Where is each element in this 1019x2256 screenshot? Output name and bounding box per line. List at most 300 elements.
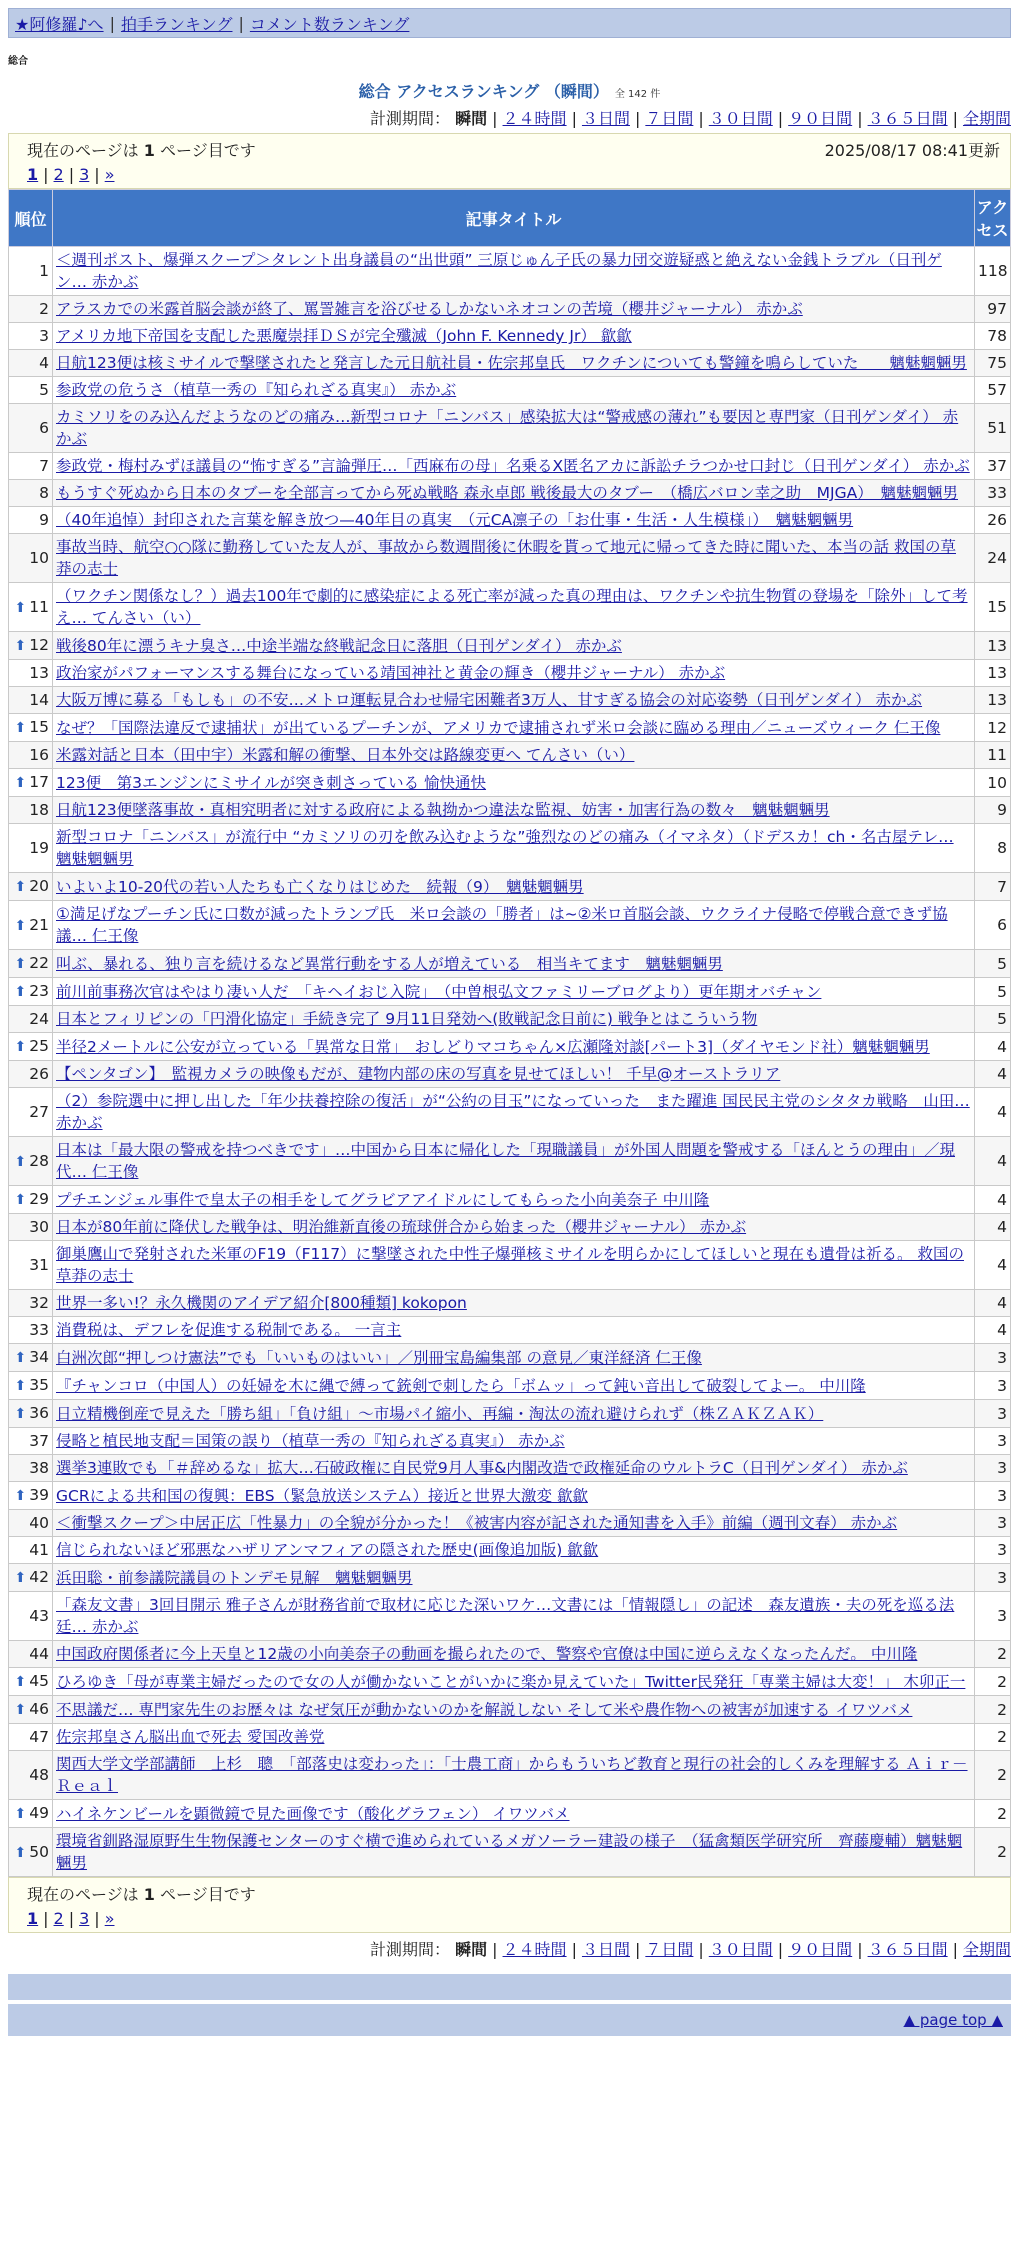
table-row	[9, 1214, 1011, 1241]
rank-number: 34	[29, 1348, 49, 1366]
title-cell	[53, 1344, 975, 1372]
rank-number: 33	[29, 1321, 49, 1339]
article-link[interactable]: ひろゆき「母が専業主婦だったので女の人が働かないことがいかに楽か見えていた」Twitter民発狂「専業主婦は大変！」 木卯正一	[56, 1672, 966, 1691]
rank-column-header: 順位	[9, 190, 53, 247]
table-row	[9, 1696, 1011, 1724]
divider: |	[571, 1940, 577, 1959]
article-link[interactable]: 米露対話と日本（田中宇）米露和解の衝撃、日本外交は路線変更へ てんさい（い）	[56, 746, 635, 764]
page-link[interactable]: »	[104, 165, 115, 184]
access-count: 26	[975, 507, 1011, 534]
access-count: 4	[975, 1033, 1011, 1061]
rank-number: 10	[29, 549, 49, 567]
title-cell	[53, 1724, 975, 1751]
rank-cell	[9, 1033, 53, 1061]
period-link[interactable]: ３日間	[581, 1940, 630, 1959]
article-link[interactable]: 日航123便は核ミサイルで撃墜されたと発言した元日航社員・佐宗邦皇氏 ワクチンについても警鐘を鳴らしていた 魑魅魍魎男	[56, 354, 967, 372]
access-count: 4	[975, 1317, 1011, 1344]
access-count: 3	[975, 1400, 1011, 1428]
comment-ranking-link[interactable]: コメント数ランキング	[249, 14, 410, 34]
article-link[interactable]: 叫ぶ、暴れる、独り言を続けるなど異常行動をする人が増えている 相当キてます 魑魅魍魎男	[56, 954, 723, 973]
article-link[interactable]: 浜田聡・前参議院議員のトンデモ見解 魑魅魍魎男	[56, 1568, 413, 1587]
article-link[interactable]: ＜週刊ポスト、爆弾スクープ＞タレント出身議員の“出世頭” 三原じゅん子氏の暴力団交遊疑惑と絶えない金銭トラブル（日刊ゲン… 赤かぶ	[56, 251, 942, 291]
access-count: 2	[975, 1800, 1011, 1828]
rank-cell	[9, 797, 53, 824]
footer-nav	[8, 2004, 1011, 2036]
rank-cell	[9, 583, 53, 632]
title-cell	[53, 1428, 975, 1455]
access-count: 8	[975, 824, 1011, 873]
rank-number: 24	[29, 1010, 49, 1028]
article-link[interactable]: 選挙3連敗でも「＃辞めるな」拡大…石破政権に自民党9月人事&内閣改造で政権延命のウルトラC（日刊ゲンダイ） 赤かぶ	[56, 1459, 908, 1477]
table-row	[9, 1800, 1011, 1828]
rank-cell	[9, 1800, 53, 1828]
access-count: 13	[975, 632, 1011, 660]
rank-cell	[9, 1455, 53, 1482]
article-link[interactable]: 前川前事務次官はやはり凄い人だ 「キヘイおじ入院」 （中曽根弘文ファミリーブログより）更年期オバチャン	[56, 982, 822, 1001]
rank-cell	[9, 404, 53, 453]
article-link[interactable]: 新型コロナ「ニンバス」が流行中 “カミソリの刃を飲み込むような”強烈なのどの痛み（イマネタ）（ドデスカ！ch・名古屋テレ… 魑魅魍魎男	[56, 828, 954, 868]
clap-ranking-link[interactable]: 拍手ランキング	[120, 14, 233, 34]
rank-number: 47	[29, 1728, 49, 1746]
article-link[interactable]: 白洲次郎“押しつけ憲法”でも「いいものはいい」／別冊宝島編集部 の意見／東洋経済 仁王像	[56, 1348, 702, 1367]
title-cell	[53, 824, 975, 873]
rank-cell	[9, 323, 53, 350]
access-count: 24	[975, 534, 1011, 583]
title-cell	[53, 660, 975, 687]
article-link[interactable]: 「森友文書」3回目開示 雅子さんが財務省前で取材に応じた深いワケ…文書には「情報隠し」の記述 森友遺族・夫の死を巡る法廷… 赤かぶ	[56, 1596, 955, 1636]
table-row	[9, 1668, 1011, 1696]
article-link[interactable]: 123便 第3エンジンにミサイルが突き刺さっている 愉快通快	[56, 773, 487, 792]
divider: |	[952, 1940, 958, 1959]
article-link[interactable]: プチエンジェル事件で皇太子の相手をしてグラビアアイドルにしてもらった小向美奈子 中川隆	[56, 1190, 710, 1209]
rank-number: 15	[29, 718, 49, 736]
rank-number: 1	[39, 262, 49, 280]
title-cell	[53, 507, 975, 534]
access-count: 37	[975, 453, 1011, 480]
article-link[interactable]: GCRによる共和国の復興：EBS（緊急放送システム）接近と世界大激変 歙歙	[56, 1486, 588, 1505]
page-info-top	[8, 133, 1011, 189]
rank-up-icon: ⬆	[14, 775, 27, 791]
article-link[interactable]: 中国政府関係者に今上天皇と12歳の小向美奈子の動画を撮られたので、警察や官僚は中国に逆らえなくなったんだ。 中川隆	[56, 1645, 918, 1663]
divider: |	[777, 1940, 784, 1959]
access-column-header: アクセス	[975, 190, 1011, 247]
access-count: 3	[975, 1428, 1011, 1455]
title-cell	[53, 1214, 975, 1241]
title-cell	[53, 1137, 975, 1186]
access-count: 2	[975, 1668, 1011, 1696]
title-cell	[53, 714, 975, 742]
title-cell	[53, 1828, 975, 1877]
article-link[interactable]: 日本とフィリピンの「円滑化協定」手続き完了 9月11日発効へ(敗戦記念日前に) 戦争とはこういう物	[56, 1010, 758, 1028]
divider: |	[68, 1909, 75, 1928]
article-link[interactable]: 侵略と植民地支配＝国策の誤り（植草一秀の『知られざる真実』） 赤かぶ	[56, 1432, 565, 1450]
article-link[interactable]: 環境省釧路湿原野生生物保護センターのすぐ横で進められているメガソーラー建設の様子 （猛禽類医学研究所 齊藤慶輔）魑魅魍魎男	[56, 1832, 963, 1872]
period-link[interactable]: ７日間	[645, 109, 694, 128]
access-count: 4	[975, 1290, 1011, 1317]
rank-cell	[9, 247, 53, 296]
rank-number: 26	[29, 1065, 49, 1083]
current-page-text: 現在のページは 1 ページ目です	[27, 141, 256, 160]
table-row	[9, 480, 1011, 507]
article-link[interactable]: 参政党・梅村みずほ議員の“怖すぎる”言論弾圧…「西麻布の母」名乗るX匿名アカに訴訟チラつかせ口封じ（日刊ゲンダイ） 赤かぶ	[56, 457, 970, 475]
table-header-row	[9, 190, 1011, 247]
divider: |	[698, 1940, 704, 1959]
access-count: 3	[975, 1372, 1011, 1400]
rank-cell	[9, 480, 53, 507]
table-row	[9, 1428, 1011, 1455]
period-link[interactable]: 全期間	[962, 1940, 1011, 1959]
table-row	[9, 1537, 1011, 1564]
title-cell	[53, 377, 975, 404]
rank-up-icon: ⬆	[14, 1153, 27, 1170]
rank-cell	[9, 350, 53, 377]
rank-number: 45	[29, 1672, 49, 1690]
page-link[interactable]: »	[104, 1909, 115, 1928]
rank-cell	[9, 1241, 53, 1290]
table-row	[9, 660, 1011, 687]
table-row	[9, 901, 1011, 950]
title-cell	[53, 950, 975, 978]
rank-number: 40	[29, 1514, 49, 1532]
home-link[interactable]: ★阿修羅♪へ	[15, 14, 104, 34]
access-count: 4	[975, 1241, 1011, 1290]
rank-up-icon: ⬆	[14, 1674, 27, 1690]
rank-up-icon: ⬆	[14, 1844, 27, 1861]
title-cell	[53, 1241, 975, 1290]
title-cell	[53, 1033, 975, 1061]
table-row	[9, 1137, 1011, 1186]
title-cell	[53, 296, 975, 323]
period-link[interactable]: ２４時間	[502, 1940, 567, 1959]
access-count: 4	[975, 1186, 1011, 1214]
title-cell	[53, 1186, 975, 1214]
rank-number: 19	[29, 839, 49, 857]
rank-cell	[9, 660, 53, 687]
rank-number: 42	[29, 1568, 49, 1586]
page-link[interactable]: 2	[53, 1909, 64, 1928]
title-cell	[53, 1482, 975, 1510]
article-link[interactable]: アメリカ地下帝国を支配した悪魔崇拝ＤＳが完全殲滅（John F. Kennedy Jr） 歙歙	[56, 327, 632, 345]
table-row	[9, 978, 1011, 1006]
table-row	[9, 404, 1011, 453]
article-link[interactable]: 【ペンタゴン】 監視カメラの映像もだが、建物内部の床の写真を見せてほしい！ 千早@オーストラリア	[56, 1065, 781, 1083]
rank-cell	[9, 1344, 53, 1372]
table-row	[9, 1400, 1011, 1428]
title-cell	[53, 1592, 975, 1641]
access-count: 15	[975, 583, 1011, 632]
table-row	[9, 873, 1011, 901]
rank-number: 20	[29, 877, 49, 895]
rank-cell	[9, 901, 53, 950]
title-cell	[53, 632, 975, 660]
rank-cell	[9, 978, 53, 1006]
table-row	[9, 323, 1011, 350]
article-link[interactable]: 日航123便墜落事故・真相究明者に対する政府による執拗かつ違法な監視、妨害・加害行為の数々 魑魅魍魎男	[56, 801, 830, 819]
period-label: 計測期間：	[370, 1940, 451, 1959]
page-link[interactable]: 3	[79, 165, 90, 184]
rank-number: 43	[29, 1607, 49, 1625]
page-top-link[interactable]: ▲ page top ▲	[903, 2011, 1003, 2029]
access-count: 13	[975, 687, 1011, 714]
period-label: 計測期間：	[370, 109, 451, 128]
table-row	[9, 377, 1011, 404]
rank-up-icon: ⬆	[14, 879, 27, 895]
rank-up-icon: ⬆	[14, 1378, 27, 1394]
table-row	[9, 1592, 1011, 1641]
rank-up-icon: ⬆	[14, 956, 27, 972]
rank-number: 25	[29, 1037, 49, 1055]
rank-number: 39	[29, 1486, 49, 1504]
divider: |	[94, 165, 100, 184]
table-row	[9, 797, 1011, 824]
rank-cell	[9, 1828, 53, 1877]
access-count: 3	[975, 1344, 1011, 1372]
access-count: 2	[975, 1751, 1011, 1800]
title-cell	[53, 978, 975, 1006]
rank-number: 5	[39, 381, 49, 399]
access-count: 4	[975, 1137, 1011, 1186]
article-link[interactable]: 大阪万博に募る「もしも」の不安…メトロ運転見合わせ帰宅困難者3万人、甘すぎる協会の対応姿勢（日刊ゲンダイ） 赤かぶ	[56, 691, 923, 709]
rank-up-icon: ⬆	[14, 984, 27, 1000]
rank-cell	[9, 950, 53, 978]
title-cell	[53, 1510, 975, 1537]
table-row	[9, 1061, 1011, 1088]
article-link[interactable]: 御巣鷹山で発射された米軍のF19（F117）に撃墜された中性子爆弾核ミサイルを明らかにしてほしいと現在も遺骨は祈る。 救国の草莽の志士	[56, 1245, 964, 1285]
access-count: 3	[975, 1564, 1011, 1592]
title-cell	[53, 742, 975, 769]
period-link[interactable]: ３０日間	[708, 1940, 773, 1959]
table-row	[9, 1564, 1011, 1592]
rank-number: 38	[29, 1459, 49, 1477]
article-link[interactable]: （2）参院選中に押し出した「年少扶養控除の復活」が“公約の目玉”になっていった また躍進 国民民主党のシタタカ戦略 山田… 赤かぶ	[56, 1092, 970, 1132]
period-current: 瞬間	[455, 109, 488, 128]
article-link[interactable]: 関西大学文学部講師 上杉 聰 「部落史は変わった」：「士農工商」からもういちど教育と現行の社会的しくみを理解する Ａｉｒ－Ｒｅａｌ	[56, 1755, 968, 1795]
rank-number: 41	[29, 1541, 49, 1559]
title-cell	[53, 1455, 975, 1482]
rank-cell	[9, 1372, 53, 1400]
divider: |	[492, 109, 498, 128]
rank-number: 18	[29, 801, 49, 819]
rank-cell	[9, 1537, 53, 1564]
period-link[interactable]: ９０日間	[788, 109, 853, 128]
rank-up-icon: ⬆	[14, 1039, 27, 1055]
updated-timestamp: 2025/08/17 08:41更新	[824, 141, 1000, 160]
title-cell	[53, 453, 975, 480]
page-link-current[interactable]: 1	[27, 1909, 39, 1928]
title-cell	[53, 247, 975, 296]
period-link[interactable]: ７日間	[645, 1940, 694, 1959]
table-row	[9, 1290, 1011, 1317]
article-link[interactable]: （ワクチン関係なし？）過去100年で劇的に感染症による死亡率が減った真の理由は、ワクチンや抗生物質の登場を「除外」して考え… てんさい（い）	[56, 587, 968, 627]
rank-cell	[9, 1088, 53, 1137]
article-link[interactable]: 日本は「最大限の警戒を持つべきです」…中国から日本に帰化した「現職議員」が外国人問題を警戒する「ほんとうの理由」／現代… 仁王像	[56, 1141, 956, 1181]
period-link[interactable]: ９０日間	[788, 1940, 853, 1959]
rank-number: 36	[29, 1404, 49, 1422]
rank-cell	[9, 824, 53, 873]
table-row	[9, 350, 1011, 377]
current-page-text: 現在のページは 1 ページ目です	[27, 1885, 256, 1904]
divider: |	[634, 109, 641, 128]
table-row	[9, 1641, 1011, 1668]
rank-number: 8	[39, 484, 49, 502]
table-row	[9, 1241, 1011, 1290]
article-link[interactable]: ＜衝撃スクープ＞中居正広「性暴力」の全貌が分かった！《被害内容が記された通知書を入手》前編（週刊文春） 赤かぶ	[56, 1514, 898, 1532]
article-link[interactable]: 事故当時、航空○○隊に勤務していた友人が、事故から数週間後に休暇を貰って地元に帰ってきた時に聞いた、本当の話 救国の草莽の志士	[56, 538, 956, 578]
article-link[interactable]: なぜ？「国際法違反で逮捕状」が出ているプーチンが、アメリカで逮捕されず米ロ会談に臨める理由／ニューズウィーク 仁王像	[56, 718, 941, 737]
article-link[interactable]: ①満足げなプーチン氏に口数が減ったトランプ氏 米ロ会談の「勝者」は~②米ロ首脳会談、ウクライナ侵略で停戦合意できず協議… 仁王像	[56, 905, 948, 945]
rank-cell	[9, 769, 53, 797]
access-count: 33	[975, 480, 1011, 507]
rank-up-icon: ⬆	[14, 1406, 27, 1422]
rank-number: 44	[29, 1645, 49, 1663]
rank-cell	[9, 714, 53, 742]
article-link[interactable]: アラスカでの米露首脳会談が終了、罵詈雑言を浴びせるしかないネオコンの苦境（櫻井ジャーナル） 赤かぶ	[56, 300, 803, 318]
article-link[interactable]: 消費税は、デフレを促進する税制である。 一言主	[56, 1321, 402, 1339]
title-cell	[53, 1751, 975, 1800]
article-link[interactable]: 不思議だ… 専門家先生のお歴々は なぜ気圧が動かないのかを解説しない そして米や農作物への被害が加速する イワツバメ	[56, 1700, 913, 1719]
period-link[interactable]: ２４時間	[502, 109, 567, 128]
pagination-bottom	[27, 1909, 1000, 1928]
title-cell	[53, 323, 975, 350]
period-link[interactable]: ３日間	[581, 109, 630, 128]
article-link[interactable]: 『チャンコロ（中国人）の妊婦を木に縄で縛って銃剣で刺したら「ボムッ」って鈍い音出して破裂してよー。 中川隆	[56, 1376, 866, 1395]
divider: |	[43, 1909, 49, 1928]
access-count: 57	[975, 377, 1011, 404]
article-link[interactable]: 半径2メートルに公安が立っている「異常な日常」 おしどりマコちゃん×広瀬隆対談[パート3]（ダイヤモンド社）魑魅魍魎男	[56, 1037, 930, 1056]
page-link[interactable]: 2	[53, 165, 64, 184]
period-link[interactable]: ３６５日間	[867, 1940, 948, 1959]
title-cell	[53, 901, 975, 950]
access-count: 7	[975, 873, 1011, 901]
access-count: 3	[975, 1482, 1011, 1510]
divider: |	[698, 109, 704, 128]
access-count: 5	[975, 950, 1011, 978]
access-count: 3	[975, 1592, 1011, 1641]
table-row	[9, 1482, 1011, 1510]
rank-cell	[9, 1510, 53, 1537]
rank-number: 46	[29, 1700, 49, 1718]
rank-cell	[9, 687, 53, 714]
access-count: 2	[975, 1724, 1011, 1751]
rank-cell	[9, 742, 53, 769]
rank-up-icon: ⬆	[14, 1570, 27, 1586]
rank-number: 9	[39, 511, 49, 529]
article-link[interactable]: 日立精機倒産で見えた「勝ち組」「負け組」〜市場パイ縮小、再編・淘汰の流れ避けられず（株ＺＡＫＺＡＫ）	[56, 1404, 824, 1423]
rank-number: 16	[29, 746, 49, 764]
divider: |	[238, 13, 244, 33]
page-link-current[interactable]: 1	[27, 165, 39, 184]
article-link[interactable]: 信じられないほど邪悪なハザリアンマフィアの隠された歴史(画像追加版) 歙歙	[56, 1541, 599, 1559]
access-count: 4	[975, 1061, 1011, 1088]
article-link[interactable]: いよいよ10-20代の若い人たちも亡くなりはじめた 続報（9） 魑魅魍魎男	[56, 877, 584, 896]
rank-up-icon: ⬆	[14, 1350, 27, 1366]
access-count: 3	[975, 1455, 1011, 1482]
title-cell	[53, 1290, 975, 1317]
table-row	[9, 714, 1011, 742]
divider: |	[952, 109, 958, 128]
table-row	[9, 742, 1011, 769]
article-link[interactable]: 佐宗邦皇さん脳出血で死去 愛国改善党	[56, 1728, 325, 1746]
rank-number: 7	[39, 457, 49, 475]
table-row	[9, 1455, 1011, 1482]
table-row	[9, 1724, 1011, 1751]
divider: |	[492, 1940, 498, 1959]
rank-cell	[9, 1317, 53, 1344]
title-cell	[53, 797, 975, 824]
rank-up-icon: ⬆	[14, 638, 27, 654]
rank-cell	[9, 873, 53, 901]
table-row	[9, 296, 1011, 323]
table-row	[9, 1751, 1011, 1800]
rank-cell	[9, 1668, 53, 1696]
rank-number: 2	[39, 300, 49, 318]
title-cell	[53, 1641, 975, 1668]
pagination-top	[27, 165, 1000, 184]
article-link[interactable]: カミソリをのみ込んだようなのどの痛み…新型コロナ「ニンバス」感染拡大は“警戒感の薄れ”も要因と専門家（日刊ゲンダイ） 赤かぶ	[56, 408, 959, 448]
rank-number: 11	[29, 597, 49, 616]
period-link[interactable]: ３６５日間	[867, 109, 948, 128]
title-cell	[53, 1006, 975, 1033]
access-count: 13	[975, 660, 1011, 687]
period-selector-bottom	[0, 1937, 1011, 1960]
article-link[interactable]: 日本が80年前に降伏した戦争は、明治維新直後の琉球併合から始まった（櫻井ジャーナル） 赤かぶ	[56, 1218, 747, 1236]
rank-number: 22	[29, 954, 49, 972]
rank-cell	[9, 1482, 53, 1510]
article-link[interactable]: 戦後80年に漂うキナ臭さ…中途半端な終戦記念日に落胆（日刊ゲンダイ） 赤かぶ	[56, 636, 622, 655]
title-cell	[53, 687, 975, 714]
rank-up-icon: ⬆	[14, 1806, 27, 1822]
rank-number: 32	[29, 1294, 49, 1312]
divider: |	[109, 13, 115, 33]
period-link[interactable]: ３０日間	[708, 109, 773, 128]
period-link[interactable]: 全期間	[962, 109, 1011, 128]
rank-number: 27	[29, 1103, 49, 1121]
access-count: 10	[975, 769, 1011, 797]
table-row	[9, 1006, 1011, 1033]
period-current: 瞬間	[455, 1940, 488, 1959]
access-count: 5	[975, 1006, 1011, 1033]
page-title-text: 総合 アクセスランキング （瞬間）	[358, 82, 609, 101]
rank-number: 30	[29, 1218, 49, 1236]
rank-number: 37	[29, 1432, 49, 1450]
article-link[interactable]: 参政党の危うさ（植草一秀の『知られざる真実』） 赤かぶ	[56, 381, 457, 399]
divider: |	[857, 1940, 863, 1959]
article-link[interactable]: ハイネケンビールを顕微鏡で見た画像です（酸化グラフェン） イワツバメ	[56, 1804, 570, 1823]
title-cell	[53, 1317, 975, 1344]
article-link[interactable]: 政治家がパフォーマンスする舞台になっている靖国神社と黄金の輝き（櫻井ジャーナル） 赤かぶ	[56, 664, 726, 682]
divider: |	[68, 165, 75, 184]
title-cell	[53, 1696, 975, 1724]
page-link[interactable]: 3	[79, 1909, 90, 1928]
rank-cell	[9, 1006, 53, 1033]
rank-up-icon: ⬆	[14, 720, 27, 736]
divider: |	[777, 109, 784, 128]
rank-number: 6	[39, 419, 49, 437]
article-link[interactable]: （40年追悼）封印された言葉を解き放つ—40年目の真実 （元CA凛子の「お仕事・生活・人生模様」） 魑魅魍魎男	[56, 511, 854, 529]
access-count: 3	[975, 1537, 1011, 1564]
divider: |	[571, 109, 577, 128]
page-info-bottom	[8, 1877, 1011, 1933]
article-link[interactable]: 世界一多い!？永久機関のアイデア紹介[800種類] kokopon	[56, 1294, 467, 1312]
article-link[interactable]: もうすぐ死ぬから日本のタブーを全部言ってから死ぬ戦略 森永卓郎 戦後最大のタブー （橋広バロン幸之助 MJGA） 魑魅魍魎男	[56, 484, 958, 502]
access-count: 2	[975, 1696, 1011, 1724]
rank-cell	[9, 1724, 53, 1751]
access-count: 5	[975, 978, 1011, 1006]
rank-cell	[9, 534, 53, 583]
title-cell	[53, 873, 975, 901]
rank-up-icon: ⬆	[14, 1488, 27, 1504]
title-cell	[53, 350, 975, 377]
